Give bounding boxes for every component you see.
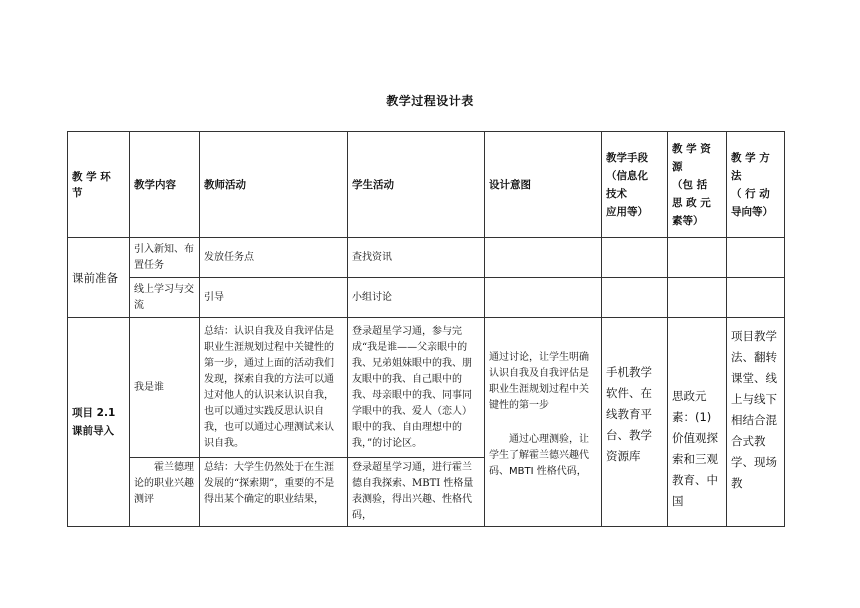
preclass-methods-2	[727, 278, 785, 318]
preclass-segment: 课前准备	[68, 238, 130, 318]
header-segment: 教 学 环 节	[68, 132, 130, 238]
preclass-means-1	[602, 238, 668, 278]
preclass-teacher-1: 发放任务点	[200, 238, 348, 278]
project-row-1	[68, 318, 785, 458]
preclass-methods-1	[727, 238, 785, 278]
preclass-row-1	[68, 238, 785, 278]
project-teaching-resources: 思政元素：(1)价值观探索和三观教育、中国	[668, 318, 727, 527]
teaching-process-table	[67, 131, 785, 527]
header-teacher-activity: 教师活动	[200, 132, 348, 238]
preclass-row-2	[68, 278, 785, 318]
design-intent-test: 通过心理测验，让学生了解霍兰德兴趣代码、MBTI 性格代码，	[489, 434, 589, 477]
preclass-student-2: 小组讨论	[348, 278, 485, 318]
design-intent-gap	[489, 414, 597, 432]
project-design-intent	[485, 318, 602, 527]
header-teaching-means: 教学手段 （信息化 技术 应用等）	[602, 132, 668, 238]
preclass-resources-1	[668, 238, 727, 278]
document-title: 教学过程设计表	[386, 94, 474, 108]
preclass-content-1: 引入新知、布置任务	[130, 238, 200, 278]
project-teacher-2: 总结：大学生仍然处于在生涯发展的“探索期”，重要的不是得出某个确定的职业结果，	[200, 458, 348, 527]
header-teaching-methods: 教 学 方 法 （ 行 动 导向等）	[727, 132, 785, 238]
project-content-2: 霍兰德理论的职业兴趣测评	[130, 458, 200, 527]
project-content-1: 我是谁	[130, 318, 200, 458]
project-student-2: 登录超星学习通，进行霍兰德自我探索、MBTI 性格量表测验，得出兴趣、性格代码，	[348, 458, 485, 527]
preclass-means-2	[602, 278, 668, 318]
project-teaching-methods: 项目教学法、翻转课堂、线上与线下相结合混合式教学、现场教	[727, 318, 785, 527]
preclass-resources-2	[668, 278, 727, 318]
preclass-student-1: 查找资讯	[348, 238, 485, 278]
header-student-activity: 学生活动	[348, 132, 485, 238]
header-teaching-resources: 教 学 资 源 （包 括 思 政 元 素等）	[668, 132, 727, 238]
header-content: 教学内容	[130, 132, 200, 238]
header-design-intent: 设计意图	[485, 132, 602, 238]
project-segment: 项目 2.1 课前导入	[68, 318, 130, 527]
preclass-design-1	[485, 238, 602, 278]
design-intent-discussion: 通过讨论，让学生明确认识自我及自我评估是职业生涯规划过程中关键性的第一步	[489, 352, 589, 411]
project-teaching-means: 手机教学软件、在线教育平台、教学资源库	[602, 318, 668, 527]
project-teacher-1: 总结：认识自我及自我评估是职业生涯规划过程中关键性的第一步，通过上面的活动我们发现，探索自我的方法可以通过对他人的认识来认识自我，也可以通过实践反思认识自我，也可以通过心理测试来认识自我。	[200, 318, 348, 458]
project-student-1: 登录超星学习通，参与完成“我是谁——父亲眼中的我、兄弟姐妹眼中的我、朋友眼中的我、自己眼中的我、母亲眼中的我、同事同学眼中的我、爱人（恋人）眼中的我、自由理想中的我，”的讨论区。	[348, 318, 485, 458]
preclass-content-2: 线上学习与交流	[130, 278, 200, 318]
header-row	[68, 132, 785, 238]
preclass-design-2	[485, 278, 602, 318]
preclass-teacher-2: 引导	[200, 278, 348, 318]
